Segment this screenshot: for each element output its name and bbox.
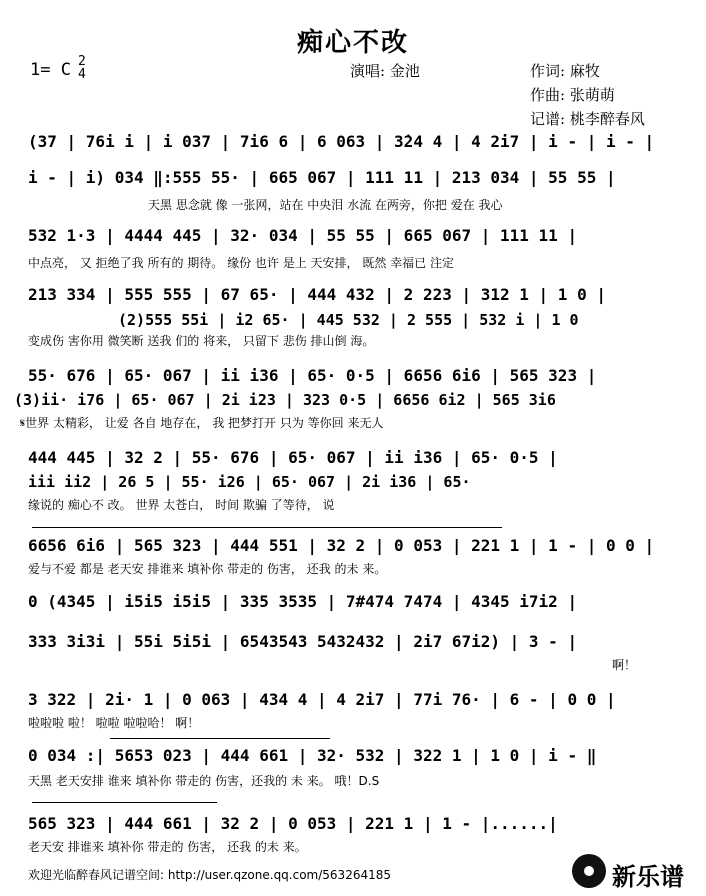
composer-credit: 作曲: 张萌萌 xyxy=(530,86,615,104)
logo-text: 新乐谱 xyxy=(612,863,684,891)
lyricist-credit: 作词: 麻牧 xyxy=(530,62,600,80)
time-signature-top: 2 xyxy=(78,54,86,69)
score-line-5: 55· 676 | 65· 067 | ii i36 | 65· 0·5 | 6656 6i6 | 565 323 | xyxy=(28,366,597,385)
score-line-1: (37 | 76i i | i 037 | 7i6 6 | 6 063 | 3̇24 4 | 4 2̇i7 | i - | i - | xyxy=(28,132,655,151)
lyric-line-9: 啊！ xyxy=(612,658,637,672)
vinyl-disc-icon xyxy=(572,854,606,888)
lyric-line-12: 老天安 排谁来 填补你 带走的 伤害， 还我 的未 来。 xyxy=(28,840,307,854)
score-line-4: 213 334 | 555 555 | 67 65· | 444 432 | 2 223 | 312 1 | 1 0 | xyxy=(28,285,606,304)
score-line-3: 532 1·3 | 4444 445 | 32· 034 | 55 55 | 665 067 | 111 11 | xyxy=(28,226,578,245)
transcriber-credit: 记谱: 桃李醉春风 xyxy=(530,110,645,128)
lyric-line-2: 天黑 思念就 像 一张网，站在 中央泪 水流 在两旁，你把 爱在 我心 xyxy=(148,198,503,212)
score-line-11: 0 034 :| 5653 023 | 444 661 | 32· 532 | 322 1 | 1 0 | i - ‖ xyxy=(28,746,597,765)
lyric-line-7: 爱与不爱 都是 老天安 排谁来 填补你 带走的 伤害， 还我 的未 来。 xyxy=(28,562,387,576)
volta-bracket-3 xyxy=(32,802,217,803)
footer-url: 欢迎光临醉春风记谱空间: http://user.qzone.qq.com/563264185 xyxy=(28,868,392,882)
score-line-7: 6656 6i6 | 565 323 | 444 551 | 32 2 | 0 053 | 221 1 | 1 - | 0 0 | xyxy=(28,536,655,555)
lyric-line-3: 中点亮， 又 拒绝了我 所有的 期待。 缘份 也许 是上 天安排， 既然 幸福已 注定 xyxy=(28,256,454,270)
key-signature: 1= C xyxy=(30,60,71,80)
lyric-line-4: 变成伤 害你用 微笑断 送我 们的 将来， 只留下 悲伤 排山倒 海。 xyxy=(28,334,375,348)
score-line-5-alt: (3)ii· i76 | 65· 067 | 2i i23 | 323 0·5 | 6656 6i2 | 565 3i6 xyxy=(14,391,556,409)
score-line-2: i - | i) 034 ‖:555 55· | 665 067 | 111 11 | 213 034 | 55 55 | xyxy=(28,168,616,187)
time-signature-bottom: 4 xyxy=(78,67,86,82)
score-line-6-alt: iii ii2 | 26 5 | 55· i26 | 65· 067 | 2i i36 | 65· xyxy=(28,473,471,491)
volta-bracket-1 xyxy=(32,527,502,528)
score-line-12: 565 323 | 444 661 | 32 2 | 0 053 | 221 1 | 1 - |......| xyxy=(28,814,558,833)
song-title: 痴心不改 xyxy=(296,28,409,58)
lyric-line-10: 啦啦啦 啦！ 啦啦 啦啦哈！ 啊！ xyxy=(28,716,200,730)
score-line-8: 0 (4345 | i5i5 i5i5 | 335 3535 | 7#474 7474 | 4345 i7i2 | xyxy=(28,592,578,611)
lyric-line-6: 缘说的 痴心不 改。 世界 太苍白， 时间 欺骗 了等待， 说 xyxy=(28,498,335,512)
volta-bracket-2 xyxy=(110,738,330,739)
lyric-line-11: 天黑 老天安排 谁来 填补你 带走的 伤害，还我的 未 来。 哦！D.S xyxy=(28,774,380,788)
score-line-10: 3 322 | 2i· 1 | 0 063 | 434 4 | 4 2i7 | 77i 76· | 6 - | 0 0 | xyxy=(28,690,616,709)
singer-credit: 演唱: 金池 xyxy=(350,62,420,80)
score-line-4-alt: (2)555 55i | i2 65· | 445 532 | 2 555 | 532 i | 1 0 xyxy=(118,311,579,329)
score-line-6: 444 445 | 32 2 | 55· 676 | 65· 067 | ii i36 | 65· 0·5 | xyxy=(28,448,558,467)
lyric-line-5: 𝄋世界 太精彩， 让爱 各自 地存在， 我 把梦打开 只为 等你回 来无人 xyxy=(20,416,384,430)
site-logo xyxy=(568,850,706,896)
time-signature xyxy=(78,55,86,81)
score-line-9: 333 3i3i | 55i 5i5i | 6543543 5432432 | 2i7 67i2) | 3 - | xyxy=(28,632,578,651)
